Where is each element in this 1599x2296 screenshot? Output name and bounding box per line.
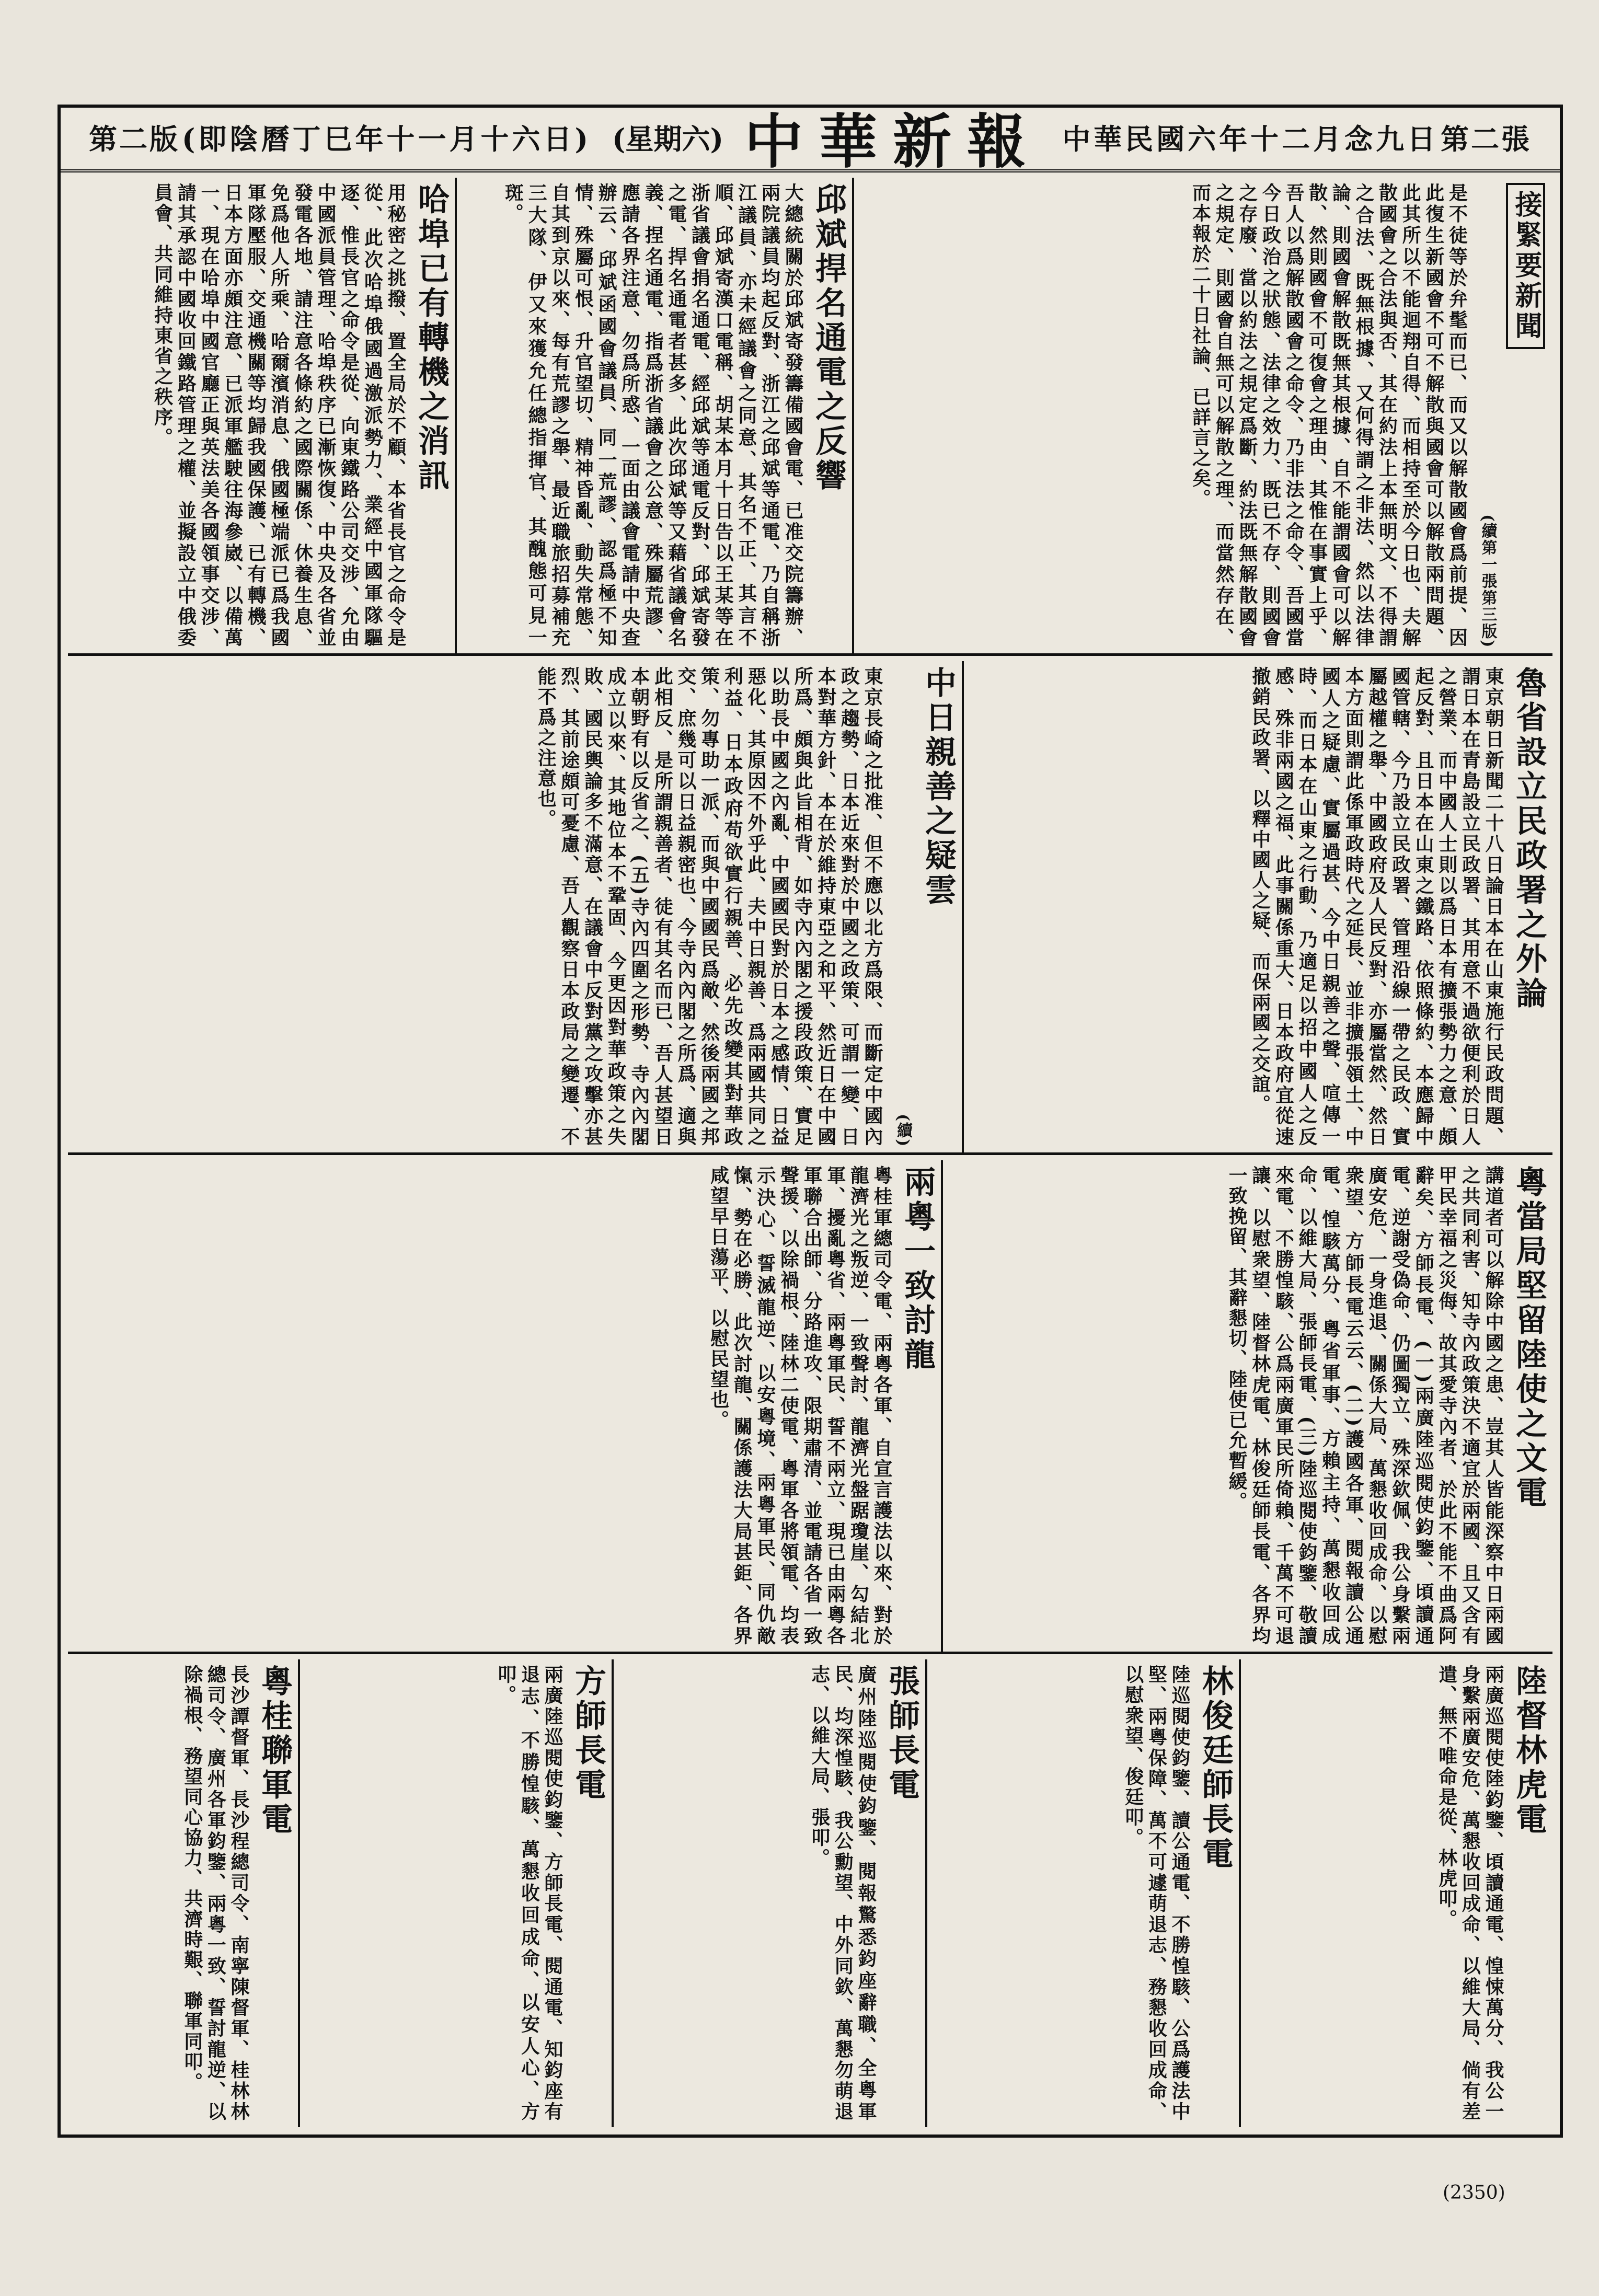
article-headline: 中日親善之疑雲 (920, 666, 957, 908)
article-headline: 兩粵一致討龍 (899, 1166, 936, 1372)
article-headline: 陸督林虎電 (1511, 1665, 1547, 1837)
newspaper-title: 中華新報 (744, 107, 1042, 176)
article-sino-japanese (68, 661, 962, 1152)
western-date: 中華民國六年十二月念九日 (1062, 122, 1439, 156)
article-shandong-civil-admin (962, 661, 1552, 1152)
article-body: 用秘密之挑撥、置全局於不顧、本省長官之命令是從、此次哈埠俄國過激派勢力、業經中國軍隊驅逐、惟長官之命令是從、向東鐵路公司交涉、允由中國派員管理、哈埠秩序已漸恢復、中央及各省並發電各地、請注意各條約之國際關係、休養生息、免爲他人所乘、哈爾濱消息、俄國極端派已爲我國軍隊壓服、交通機關等均歸我國保護、已有轉機、日本方面亦頗注意、已派軍艦駛往海參崴、以備萬一、現在哈埠中國官廳正與英法美各國領事交涉、請其承認中國收回鐵路管理之權、並擬設立中俄委員會、共同維持東省之秩序。 (151, 183, 407, 648)
article-subhead: (續第一張第三版) (1478, 514, 1497, 648)
telegram-item (1239, 1659, 1552, 2127)
article-body: 廣州陸巡閱使鈞鑒、閱報驚悉鈞座辭職、全粵軍民、均深惶駭、我公勳望、中外同欽、萬懇勿萌退志、以維大局、張叩。 (808, 1665, 877, 2122)
article-body: 長沙譚督軍、長沙程總司令、南寧陳督軍、桂林林總司令、廣州各軍鈞鑒、兩粵一致、誓討龍逆、以除禍根、務望同心協力、共濟時艱、聯軍同叩。 (181, 1665, 250, 2122)
article-headline: 粵當局堅留陸使之文電 (1511, 1166, 1547, 1510)
telegram-item (298, 1659, 612, 2127)
page-label-right: 第二張 (1441, 122, 1532, 156)
masthead-center (182, 95, 1439, 179)
article-body: 講道者可以解除中國之患、豈其人皆能深察中日兩國之共同利害、知寺內政策決不適宜於兩國、且又含有甲民幸福之災侮、故其愛寺內者、於此不能不曲爲阿辭矣、方師長電、(一)兩廣陸巡閱使鈞鑒、頃讀通電、逆謝受偽命、仍圖獨立、殊深欽佩、我公身繫兩廣安危、一身進退、關係大局、萬懇收回成命、以慰衆望、方師長電云云、(二)護國各軍、閱報讀公通電、惶駭萬分、粵省軍事、方賴主持、萬懇收回成命、以維大局、張師長電、(三)陸巡閱使鈞鑒、敬讀來電、不勝惶駭、公爲兩廣軍民所倚賴、千萬不可退讓、以慰衆望、陸督林虎電、林俊廷師長電、各界均一致挽留、其辭懇切、陸使已允暫緩。 (1226, 1166, 1504, 1646)
article-qiu-bin (455, 178, 852, 653)
page-label-left: 第二版 (89, 122, 180, 156)
article-headline: 張師長電 (883, 1665, 920, 1803)
telegram-item (925, 1659, 1239, 2127)
article-body: 兩廣陸巡閱使鈞鑒、方師長電、閱通電、知鈞座有退志、不勝惶駭、萬懇收回成命、以安人心、方叩。 (494, 1665, 563, 2122)
article-row-4 (68, 1659, 1552, 2127)
article-guangdong-telegrams (941, 1160, 1552, 1652)
article-row-3 (68, 1160, 1552, 1654)
telegram-item (612, 1659, 925, 2127)
telegram-item (68, 1659, 298, 2127)
weekday: (星期六) (612, 122, 724, 156)
article-subhead: (續) (894, 1113, 912, 1147)
lunar-date: (即陰曆丁巳年十一月十六日) (181, 122, 591, 156)
article-headline: 接緊要新聞 (1506, 183, 1545, 349)
page-number: (2350) (1443, 2182, 1505, 2203)
article-headline: 邱斌捍名通電之反響 (810, 183, 847, 493)
article-body: 東京長崎之批准、但不應以北方爲限、而斷定中國內政之趨勢、日本近來對於中國之政策、可謂一變、日本對華方針、本在於維持東亞之和平、然近日在中國所爲、頗與此旨相背、如寺內內閣之援段政策、實足以助長中國之內亂、中國國民對於日本之感情、日益惡化、其原因不外乎此、夫中日親善、爲兩國共同之利益、日本政府苟欲實行親善、必先改變其對華政策、勿專助一派、而與中國國民爲敵、然後兩國之邦交、庶幾可以日益親密也、今寺內內閣之所爲、適與此相反、是所謂親善者、徒有其名而已、吾人甚望日本朝野有以反省之、(五)寺內四圍之形勢、寺內內閣成立以來、其地位本不鞏固、今更因對華政策之失敗、國民輿論多不滿意、在議會中反對黨之攻擊亦甚烈、其前途頗可憂慮、吾人觀察日本政局之變遷、不能不爲之注意也。 (535, 666, 883, 1147)
article-body: 兩廣巡閱使陸鈞鑒、頃讀通電、惶悚萬分、我公一身繫兩廣安危、萬懇收回成命、以維大局、倘有差遣、無不唯命是從、林虎叩。 (1435, 1665, 1504, 2122)
article-row-2 (68, 661, 1552, 1155)
article-headline: 魯省設立民政署之外論 (1511, 666, 1547, 1011)
article-urgent-news (852, 178, 1552, 653)
article-body: 東京朝日新聞二十八日論日本在山東施行民政問題、謂日本在青島設立民政署、其用意不過欲便利於日人之營業、而中國人士則以爲日本有擴張勢力之意、頗起反對、且日本在山東之鐵路、依照條約、本應歸中國管轄、今乃設立民政署、管理沿線一帶之民政、實屬越權之舉、中國政府及人民反對、亦屬當然、然日本方面則謂此係軍政時代之延長、並非擴張領土、中國人之疑慮、實屬過甚、今中日親善之聲、喧傳一時、而日本在山東之行動、乃適足以招中國人之反感、殊非兩國之福、此事關係重大、日本政府宜從速撤銷民政署、以釋中國人之疑、而保兩國之交誼。 (1249, 666, 1504, 1147)
article-body: 陸巡閱使鈞鑒、讀公通電、不勝惶駭、公爲護法中堅、兩粵保障、萬不可遽萌退志、務懇收回成命、以慰衆望、俊廷叩。 (1122, 1665, 1191, 2122)
article-body: 是不徒等於弁髦而已、而又以解散國會爲前提、因此復生新國會不可不解散與國會可以解散兩問題、此其所以不能迴翔自得、而相持至於今日也、夫解散國會之合法與否、其在約法上本無明文、不得謂之合法、既無根據、又何得謂之非法、然以法律論、則國會解散既無其根據、自不能謂國會可以解散、然則國會不可復會之理由、其惟在事實上乎、吾人以爲解散國會之命令、乃非法之命令、吾國當今日政治之狀態、法律之效力、既已不存、則國會之存廢、當以約法之規定爲斷、約法既無解散國會之規定、則國會自無可以解散之理、而當然存在、而本報於二十日社論、已詳言之矣。 (1189, 183, 1468, 648)
article-headline: 林俊廷師長電 (1197, 1665, 1234, 1872)
article-body: 粵桂軍總司令電、兩粵各軍、自宣言護法以來、對於龍濟光之叛逆、一致聲討、龍濟光盤踞瓊崖、勾結北軍、擾亂粵省、兩粵軍民、誓不兩立、現已由兩粵各軍聯合出師、分路進攻、限期肅清、並電請各省一致聲援、以除禍根、陸林二使電、粵軍各將領電、均表示決心、誓滅龍逆、以安粵境、兩粵軍民、同仇敵愾、勢在必勝、此次討龍、關係護法大局甚鉅、各界咸望早日蕩平、以慰民望也。 (707, 1166, 893, 1646)
article-harbin (68, 178, 455, 653)
article-two-guangs (68, 1160, 941, 1652)
article-row-1 (68, 178, 1552, 656)
article-body: 大總統關於邱斌寄發籌備國會電、已准交院籌辦、兩院議員均起反對、浙江之邱斌等通電、乃自稱浙江議員、亦未經議會之同意、其名不正、其言不順、邱斌寄漢口電稱、胡某本月十日告以王某等在浙省議會捐名通電、經邱斌等通電反對、邱斌寄發之電、捍名通電者甚多、此次邱斌等又藉省議會名義、捏名通電、指爲浙省議會之公意、殊屬荒謬、應請各界注意、勿爲所惑、一面由議會電請中央查辦云、邱斌函國會議員、同一荒謬、認爲極不知情、殊屬可恨、升官望切、精神昏亂、動失常態、自其到京以來、每有荒謬之舉、最近職旅招募補充三大隊、伊又來獲允任總指揮官、其醜態可見一斑。 (502, 183, 804, 648)
article-headline: 方師長電 (570, 1665, 606, 1803)
article-headline: 哈埠已有轉機之消訊 (413, 183, 450, 493)
article-headline: 粵桂聯軍電 (256, 1665, 293, 1837)
masthead (57, 105, 1563, 176)
